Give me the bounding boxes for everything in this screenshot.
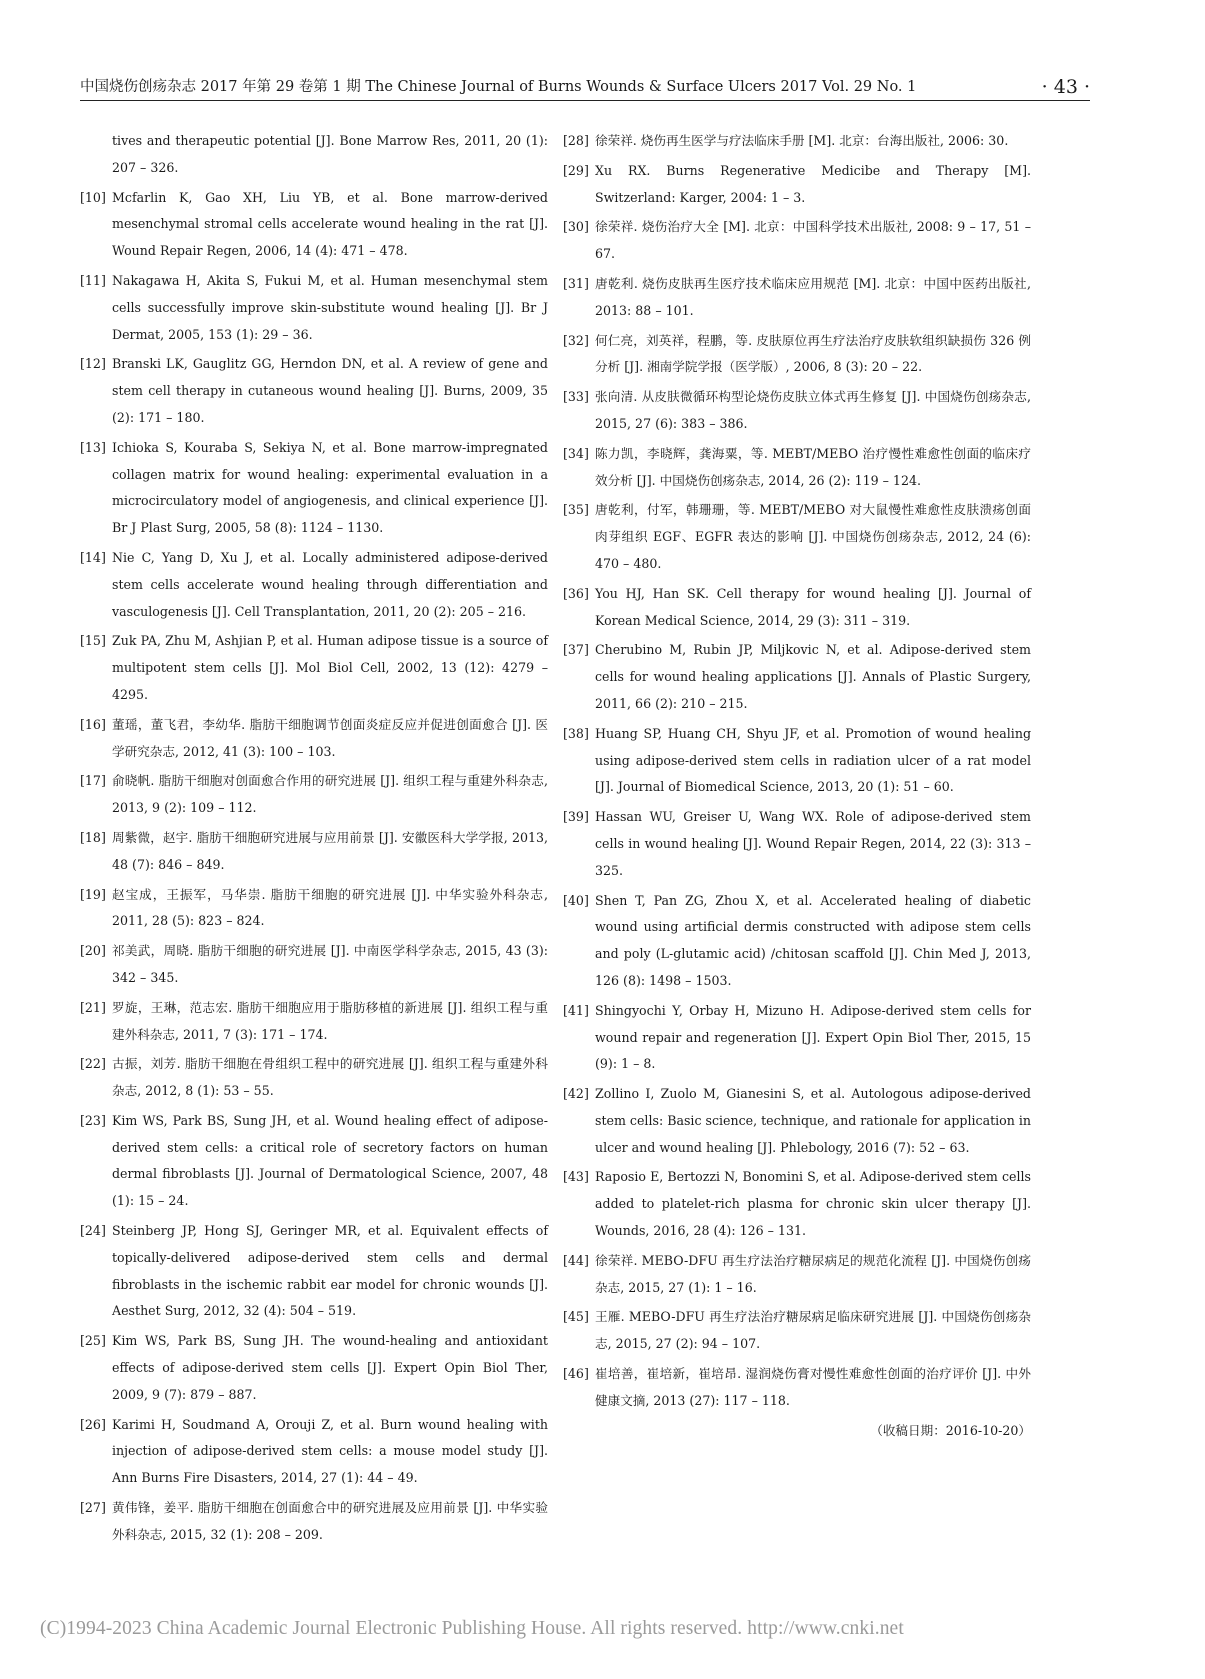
- reference-number: [29]: [563, 162, 589, 178]
- received-date: （收稿日期：2016-10-20）: [870, 1422, 1031, 1438]
- reference-item: [563, 441, 1031, 495]
- reference-number: [21]: [80, 999, 106, 1015]
- references-right-column: [563, 128, 1031, 1444]
- reference-number: [40]: [563, 892, 589, 908]
- reference-text: Raposio E, Bertozzi N, Bonomini S, et al. Adipose-derived stem cells added to platelet-rich plasma for chronic skin ulcer therapy [J]. Wounds, 2016, 28 (4): 126 – 131.: [595, 1169, 1031, 1239]
- reference-item: [563, 328, 1031, 382]
- reference-number: [39]: [563, 809, 589, 825]
- reference-number: [18]: [80, 829, 106, 845]
- reference-number: [22]: [80, 1056, 106, 1072]
- reference-text: Kim WS, Park BS, Sung JH. The wound-healing and antioxidant effects of adipose-derived stem cells [J]. Expert Opin Biol Ther, 2009, 9 (7): 879 – 887.: [112, 1333, 548, 1402]
- reference-number: [46]: [563, 1366, 589, 1382]
- reference-number: [15]: [80, 633, 106, 649]
- reference-item: [563, 888, 1031, 995]
- reference-text: 唐乾利，付军，韩珊珊，等. MEBT/MEBO 对大鼠慢性难愈性皮肤溃疡创面肉芽组织 EGF、EGFR 表达的影响 [J]. 中国烧伤创疡杂志, 2012, 24 (6): 470 – 480.: [595, 502, 1031, 571]
- reference-text: 周紫微，赵宇. 脂肪干细胞研究进展与应用前景 [J]. 安徽医科大学学报, 2013, 48 (7): 846 – 849.: [112, 829, 548, 872]
- reference-number: [30]: [563, 219, 589, 235]
- reference-text: Branski LK, Gauglitz GG, Herndon DN, et al. A review of gene and stem cell therapy in cutaneous wound healing [J]. Burns, 2009, 35 (2): 171 – 180.: [112, 356, 548, 425]
- reference-number: [28]: [563, 133, 589, 148]
- reference-item: [80, 268, 548, 348]
- reference-text: Cherubino M, Rubin JP, Miljkovic N, et al. Adipose-derived stem cells for wound healing applications [J]. Annals of Plastic Surgery, 2011, 66 (2): 210 – 215.: [595, 642, 1031, 711]
- reference-text: Huang SP, Huang CH, Shyu JF, et al. Promotion of wound healing using adipose-derived stem cells in radiation ulcer of a rat model [J]. Journal of Biomedical Science, 2013, 20 (1): 51 – 60.: [595, 725, 1031, 795]
- reference-number: [26]: [80, 1416, 106, 1432]
- reference-number: [10]: [80, 189, 106, 205]
- reference-text: Ichioka S, Kouraba S, Sekiya N, et al. Bone marrow-impregnated collagen matrix for wound healing: experimental evaluation in a microcirculatory model of angiogenesis, and clinical experience [J]. Br J Plast Surg, 2005, 58 (8): 1124 – 1130.: [112, 439, 548, 536]
- reference-text: 何仁亮，刘英祥，程鹏，等. 皮肤原位再生疗法治疗皮肤软组织缺损伤 326 例分析 [J]. 湘南学院学报（医学版）, 2006, 8 (3): 20 – 22.: [595, 332, 1031, 375]
- reference-number: [24]: [80, 1223, 106, 1239]
- reference-text: 赵宝成，王振军，马华崇. 脂肪干细胞的研究进展 [J]. 中华实验外科杂志, 2011, 28 (5): 823 – 824.: [112, 886, 548, 929]
- reference-item: [563, 1361, 1031, 1415]
- reference-text: 王雁. MEBO-DFU 再生疗法治疗糖尿病足临床研究进展 [J]. 中国烧伤创疡杂志, 2015, 27 (2): 94 – 107.: [595, 1309, 1031, 1352]
- reference-text: Hassan WU, Greiser U, Wang WX. Role of adipose-derived stem cells in wound healing [J]. Wound Repair Regen, 2014, 22 (3): 313 – 325.: [595, 809, 1031, 878]
- reference-item: [80, 128, 548, 182]
- reference-item: [563, 637, 1031, 717]
- reference-item: [563, 1081, 1031, 1161]
- reference-item: [80, 825, 548, 879]
- reference-item: [563, 384, 1031, 438]
- reference-text: Nakagawa H, Akita S, Fukui M, et al. Human mesenchymal stem cells successfully improve skin-substitute wound healing [J]. Br J Dermat, 2005, 153 (1): 29 – 36.: [112, 272, 548, 342]
- reference-item: [80, 185, 548, 265]
- reference-text: Nie C, Yang D, Xu J, et al. Locally administered adipose-derived stem cells accelerate wound healing through differentiation and vasculogenesis [J]. Cell Transplantation, 2011, 20 (2): 205 – 216.: [112, 549, 548, 619]
- reference-number: [19]: [80, 886, 106, 902]
- reference-number: [31]: [563, 275, 589, 291]
- reference-item: [80, 995, 548, 1049]
- reference-text: 罗旋，王琳，范志宏. 脂肪干细胞应用于脂肪移植的新进展 [J]. 组织工程与重建外科杂志, 2011, 7 (3): 171 – 174.: [112, 999, 548, 1042]
- reference-number: [11]: [80, 272, 106, 288]
- reference-text: Steinberg JP, Hong SJ, Geringer MR, et al. Equivalent effects of topically-delivered adipose-derived stem cells and dermal fibroblasts in the ischemic rabbit ear model for chronic wounds [J]. Aesthet Surg, 2012, 32 (4): 504 – 519.: [112, 1223, 548, 1319]
- reference-item: [80, 768, 548, 822]
- reference-text: 唐乾利. 烧伤皮肤再生医疗技术临床应用规范 [M]. 北京：中国中医药出版社, 2013: 88 – 101.: [595, 275, 1031, 318]
- reference-item: [563, 1248, 1031, 1302]
- reference-item: [563, 497, 1031, 577]
- reference-number: [33]: [563, 389, 589, 405]
- reference-item: [563, 271, 1031, 325]
- reference-number: [37]: [563, 642, 589, 658]
- reference-item: [563, 214, 1031, 268]
- reference-item: [563, 581, 1031, 635]
- reference-number: [38]: [563, 725, 589, 741]
- reference-text: 徐荣祥. 烧伤再生医学与疗法临床手册 [M]. 北京：台海出版社, 2006: 30.: [595, 133, 1009, 148]
- reference-item: [563, 128, 1031, 155]
- reference-item: [80, 1495, 548, 1549]
- reference-text: Zollino I, Zuolo M, Gianesini S, et al. Autologous adipose-derived stem cells: Basic science, technique, and rationale for application in ulcer and wound healing [J]. Phlebology, 2016 (7): 52 – 63.: [595, 1086, 1031, 1155]
- reference-number: [25]: [80, 1333, 106, 1349]
- reference-number: [23]: [80, 1112, 106, 1128]
- reference-text: 陈力凯，李晓辉，龚海粟，等. MEBT/MEBO 治疗慢性难愈性创面的临床疗效分析 [J]. 中国烧伤创疡杂志, 2014, 26 (2): 119 – 124.: [595, 445, 1031, 488]
- reference-text: 徐荣祥. 烧伤治疗大全 [M]. 北京：中国科学技术出版社, 2008: 9 – 17, 51 – 67.: [595, 219, 1031, 262]
- reference-item: [80, 1218, 548, 1325]
- reference-number: [34]: [563, 445, 589, 461]
- reference-item: [80, 1412, 548, 1492]
- reference-item: [563, 1164, 1031, 1244]
- reference-item: [563, 804, 1031, 884]
- reference-text: 张向清. 从皮肤微循环构型论烧伤皮肤立体式再生修复 [J]. 中国烧伤创疡杂志, 2015, 27 (6): 383 – 386.: [595, 389, 1031, 431]
- reference-text: Kim WS, Park BS, Sung JH, et al. Wound healing effect of adipose-derived stem cells: a critical role of secretory factors on human dermal fibroblasts [J]. Journal of Dermatological Science, 2007, 48 (1): 15 – 24.: [112, 1112, 548, 1209]
- reference-item: [80, 938, 548, 992]
- reference-text: Shingyochi Y, Orbay H, Mizuno H. Adipose-derived stem cells for wound repair and regeneration [J]. Expert Opin Biol Ther, 2015, 15 (9): 1 – 8.: [595, 1002, 1031, 1072]
- reference-number: [20]: [80, 943, 106, 959]
- reference-text: 祁美武，周晓. 脂肪干细胞的研究进展 [J]. 中南医学科学杂志, 2015, 43 (3): 342 – 345.: [112, 943, 548, 985]
- reference-item: [563, 1304, 1031, 1358]
- reference-number: [17]: [80, 773, 106, 789]
- reference-number: [35]: [563, 502, 589, 518]
- reference-number: [16]: [80, 716, 106, 732]
- reference-item: [563, 998, 1031, 1078]
- reference-number: [43]: [563, 1169, 589, 1185]
- running-header: [80, 74, 1090, 101]
- reference-item: [563, 721, 1031, 801]
- reference-text: Xu RX. Burns Regenerative Medicibe and Therapy [M]. Switzerland: Karger, 2004: 1 – 3.: [595, 162, 1031, 205]
- reference-item: [80, 435, 548, 542]
- page-number: · 43 ·: [1041, 76, 1090, 98]
- reference-text: tives and therapeutic potential [J]. Bone Marrow Res, 2011, 20 (1): 207 – 326.: [112, 133, 548, 175]
- reference-text: 古振，刘芳. 脂肪干细胞在骨组织工程中的研究进展 [J]. 组织工程与重建外科杂志, 2012, 8 (1): 53 – 55.: [112, 1056, 548, 1099]
- reference-text: Karimi H, Soudmand A, Orouji Z, et al. Burn wound healing with injection of adipose-derived stem cells: a mouse model study [J]. Ann Burns Fire Disasters, 2014, 27 (1): 44 – 49.: [112, 1416, 548, 1486]
- reference-text: You HJ, Han SK. Cell therapy for wound healing [J]. Journal of Korean Medical Science, 2014, 29 (3): 311 – 319.: [595, 585, 1031, 628]
- reference-number: [42]: [563, 1086, 589, 1102]
- reference-number: [41]: [563, 1002, 589, 1018]
- reference-item: [80, 545, 548, 625]
- reference-text: 徐荣祥. MEBO-DFU 再生疗法治疗糖尿病足的规范化流程 [J]. 中国烧伤创疡杂志, 2015, 27 (1): 1 – 16.: [595, 1252, 1031, 1295]
- reference-number: [36]: [563, 585, 589, 601]
- reference-text: Shen T, Pan ZG, Zhou X, et al. Accelerated healing of diabetic wound using artificial dermis constructed with adipose stem cells and poly (L-glutamic acid) /chitosan scaffold [J]. Chin Med J, 2013, 126 (8): 1498 – 1503.: [595, 892, 1031, 988]
- reference-number: [14]: [80, 549, 106, 565]
- reference-text: 俞晓帆. 脂肪干细胞对创面愈合作用的研究进展 [J]. 组织工程与重建外科杂志, 2013, 9 (2): 109 – 112.: [112, 773, 548, 816]
- references-left-column: [80, 128, 548, 1552]
- reference-item: [80, 628, 548, 708]
- reference-number: [13]: [80, 439, 106, 455]
- reference-number: [27]: [80, 1500, 106, 1516]
- reference-item: [80, 1328, 548, 1408]
- copyright-footer: (C)1994-2023 China Academic Journal Electronic Publishing House. All rights reserved. http://www.cnki.net: [40, 1618, 904, 1639]
- reference-text: Mcfarlin K, Gao XH, Liu YB, et al. Bone marrow-derived mesenchymal stromal cells accelerate wound healing in the rat [J]. Wound Repair Regen, 2006, 14 (4): 471 – 478.: [112, 189, 548, 259]
- reference-item: [563, 158, 1031, 212]
- reference-text: 崔培善，崔培新，崔培昂. 湿润烧伤膏对慢性难愈性创面的治疗评价 [J]. 中外健康文摘, 2013 (27): 117 – 118.: [595, 1366, 1031, 1408]
- reference-number: [32]: [563, 332, 589, 348]
- reference-item: [80, 1051, 548, 1105]
- reference-item: [80, 712, 548, 766]
- reference-text: 黄伟锋，姜平. 脂肪干细胞在创面愈合中的研究进展及应用前景 [J]. 中华实验外科杂志, 2015, 32 (1): 208 – 209.: [112, 1500, 548, 1542]
- reference-number: [45]: [563, 1309, 589, 1325]
- reference-number: [44]: [563, 1252, 589, 1268]
- reference-number: [12]: [80, 356, 106, 372]
- journal-title: 中国烧伤创疡杂志 2017 年第 29 卷第 1 期 The Chinese Journal of Burns Wounds & Surface Ulcers 2017 Vol. 29 No. 1: [80, 79, 917, 95]
- reference-item: [80, 1108, 548, 1215]
- reference-item: [80, 351, 548, 431]
- reference-text: 董瑶，董飞君，李幼华. 脂肪干细胞调节创面炎症反应并促进创面愈合 [J]. 医学研究杂志, 2012, 41 (3): 100 – 103.: [112, 716, 548, 759]
- reference-text: Zuk PA, Zhu M, Ashjian P, et al. Human adipose tissue is a source of multipotent stem cells [J]. Mol Biol Cell, 2002, 13 (12): 4279 – 4295.: [112, 633, 548, 702]
- reference-item: [80, 882, 548, 936]
